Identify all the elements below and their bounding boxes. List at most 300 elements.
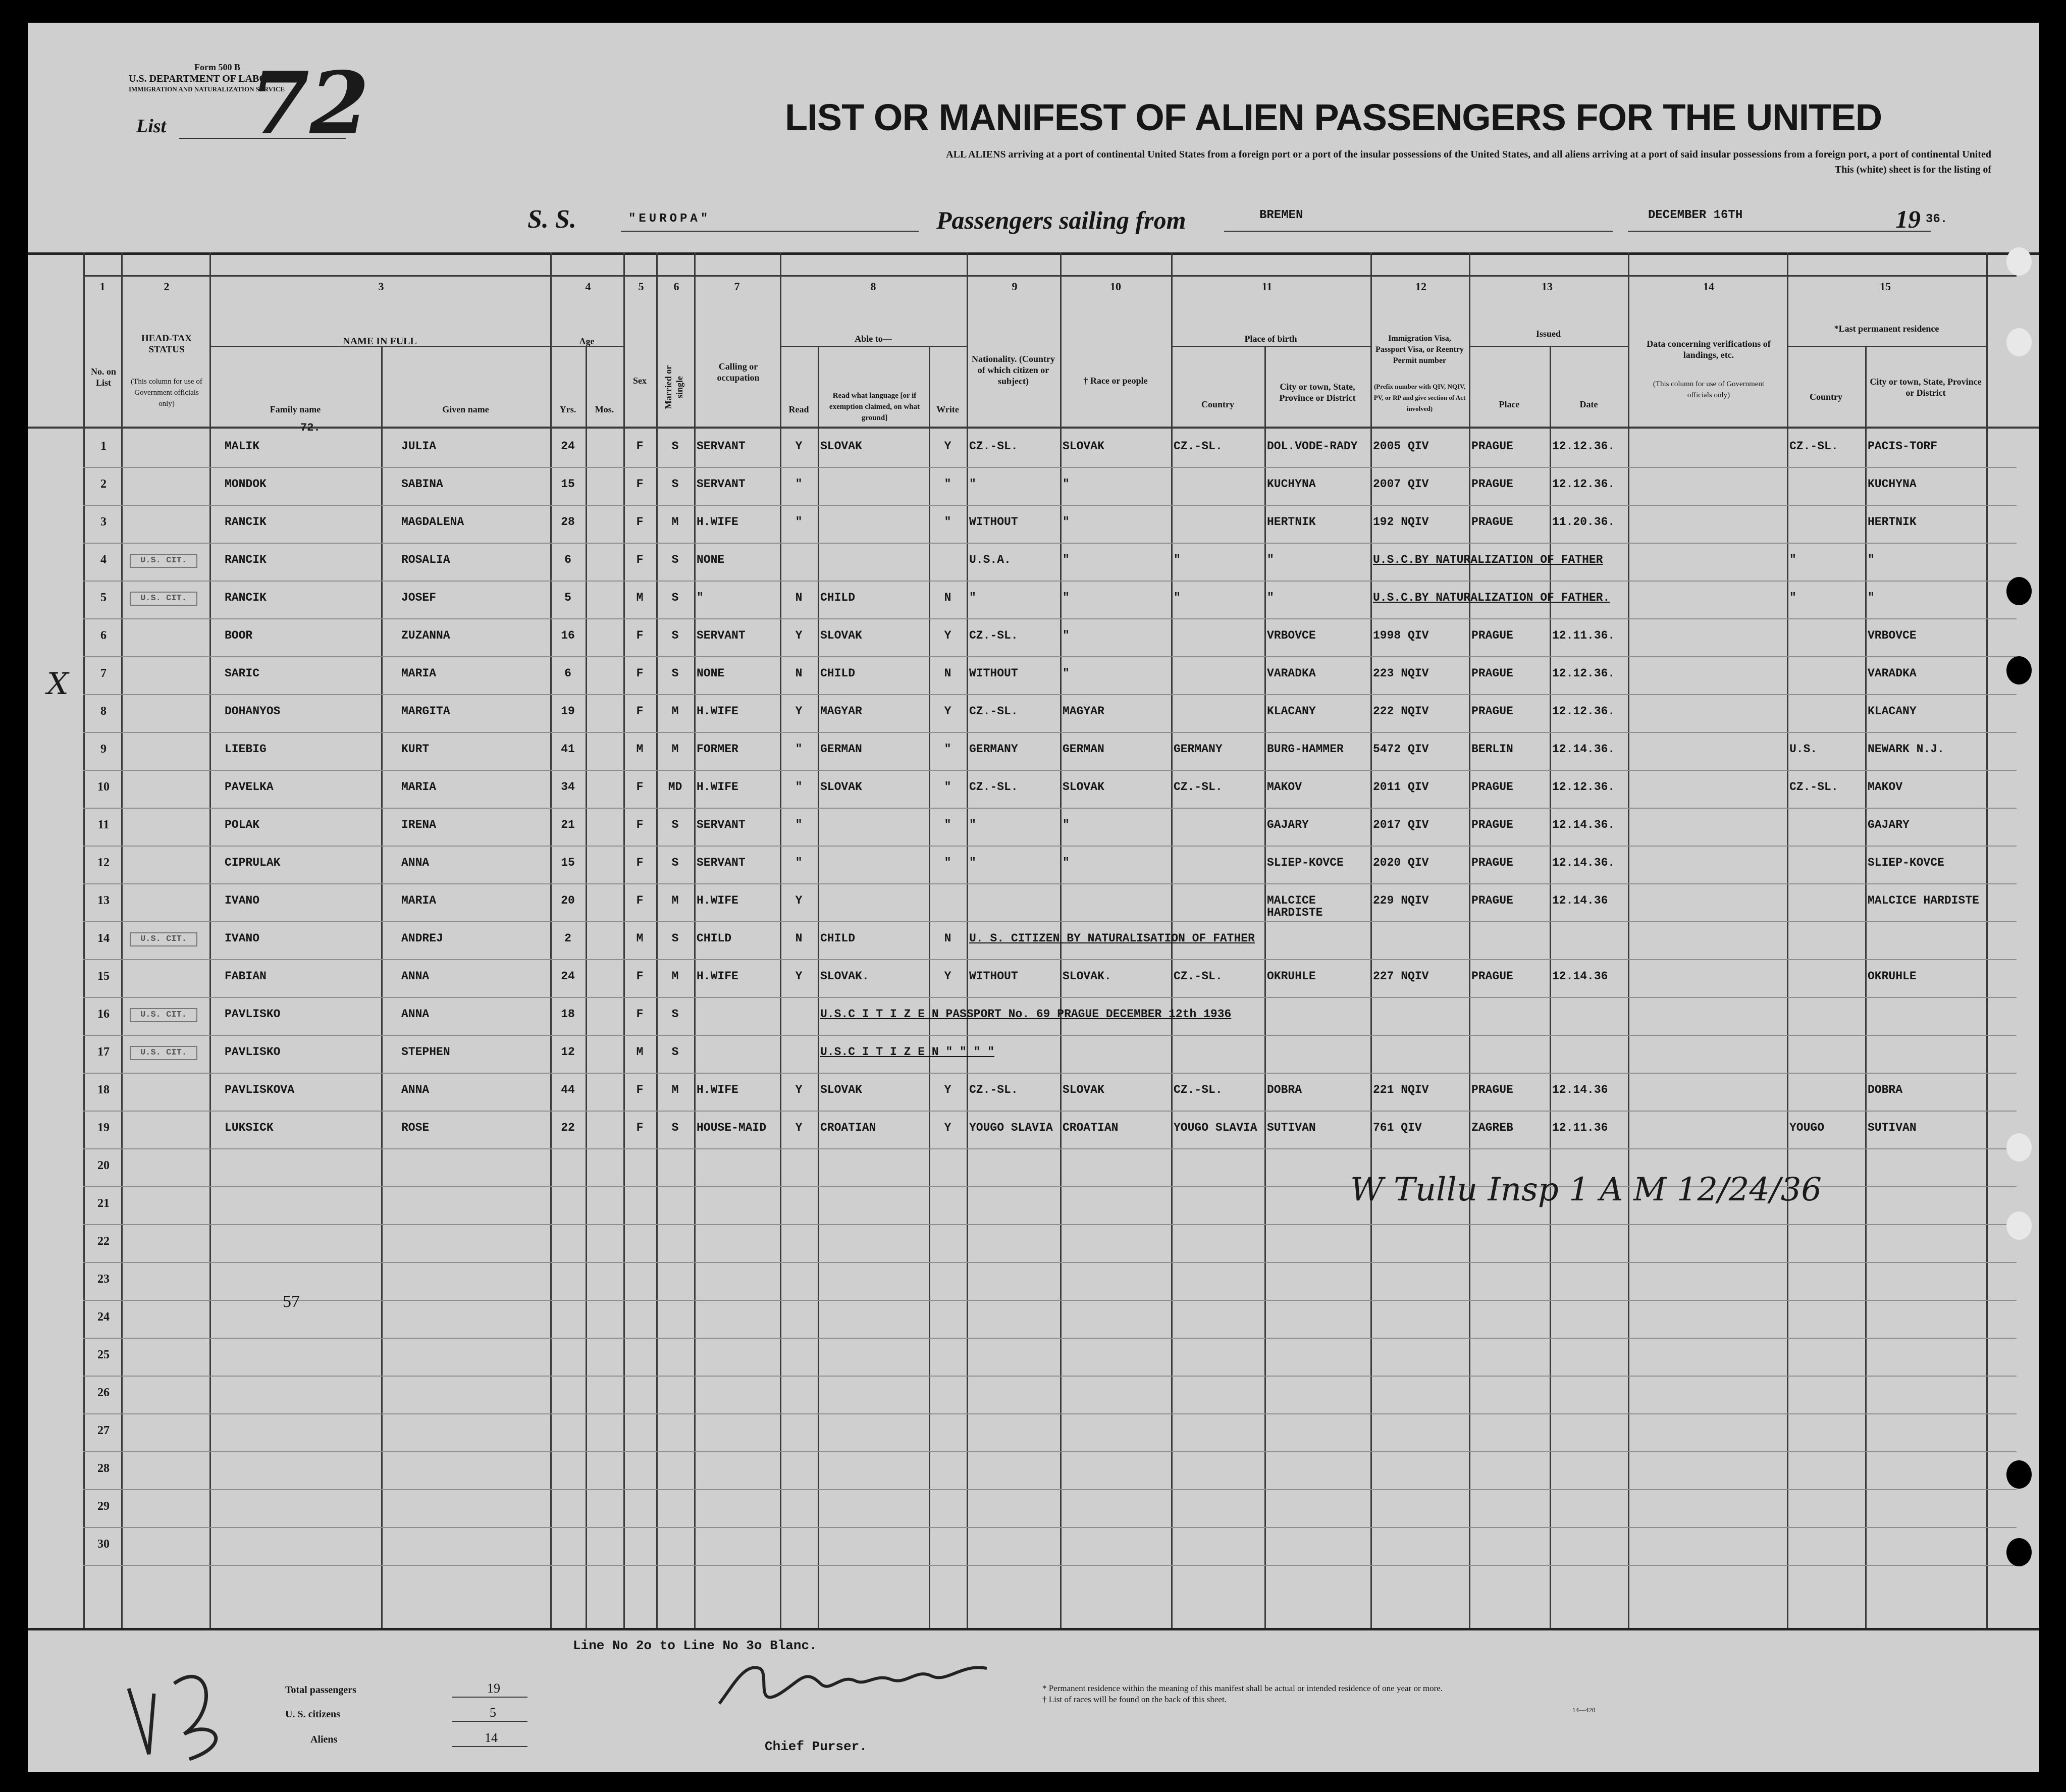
cell-rcity: DOBRA <box>1868 1083 1903 1096</box>
cell-nat: " <box>969 818 976 831</box>
cell-rcity: " <box>1868 553 1875 566</box>
row-rule <box>83 581 2017 582</box>
cell-city: VRBOVCE <box>1267 629 1316 642</box>
cell-age: 15 <box>561 856 575 869</box>
cell-race: " <box>1063 515 1070 529</box>
cell-family: PAVELKA <box>225 780 274 794</box>
cell-read: Y <box>795 705 803 718</box>
stray-number: 57 <box>283 1292 300 1311</box>
cell-ms: S <box>671 1045 679 1059</box>
cell-place: PRAGUE <box>1471 856 1513 869</box>
cell-no: 19 <box>97 1121 110 1134</box>
cell-read: Y <box>795 970 803 983</box>
cell-calling: SERVANT <box>697 440 746 453</box>
cell-tax: U.S. CIT. <box>130 592 197 606</box>
cell-sex: F <box>636 894 644 907</box>
cell-read: " <box>795 478 803 491</box>
punch-hole <box>2006 1133 2032 1162</box>
cell-family: RANCIK <box>225 553 267 566</box>
cell-age: 12 <box>561 1045 575 1059</box>
row-rule <box>83 618 2017 619</box>
cell-calling: H.WIFE <box>697 970 738 983</box>
row-rule <box>83 1413 2017 1414</box>
cell-date: 12.14.36. <box>1552 743 1615 756</box>
row-rule <box>83 1489 2017 1490</box>
cell-ms: MD <box>668 780 682 794</box>
aliens-value: 14 <box>485 1730 498 1745</box>
cell-calling: FORMER <box>697 743 738 756</box>
cell-race: SLOVAK <box>1063 1083 1104 1096</box>
citizens-label: U. S. citizens <box>285 1709 340 1720</box>
cell-visa: 227 NQIV <box>1373 970 1429 983</box>
colnum-6: 6 <box>673 280 679 293</box>
cell-lang: U.S.C I T I Z E N " " " " <box>820 1045 995 1059</box>
header-family-name: Family name <box>270 404 321 414</box>
cell-no: 2 <box>100 478 107 491</box>
cell-race: " <box>1063 818 1070 831</box>
cell-calling: H.WIFE <box>697 1083 738 1096</box>
list-sub: 72. <box>300 421 321 434</box>
cell-sex: F <box>636 1121 644 1134</box>
cell-age: 34 <box>561 780 575 794</box>
cell-no: 5 <box>100 591 107 604</box>
cell-nat: U.S.A. <box>969 553 1011 566</box>
header-read-language: Read what language [or if exemption claimed, on what ground] <box>829 392 920 422</box>
cell-rcountry: YOUGO <box>1789 1121 1825 1134</box>
cell-sex: F <box>636 667 644 680</box>
cell-sex: F <box>636 515 644 529</box>
cell-ms: M <box>671 1083 679 1096</box>
blank-note: Line No 2o to Line No 3o Blanc. <box>573 1638 817 1653</box>
ss-label: S. S. <box>527 205 576 234</box>
cell-tax: U.S. CIT. <box>130 554 197 568</box>
punch-hole <box>2006 1211 2032 1240</box>
cell-race: MAGYAR <box>1063 705 1104 718</box>
cell-calling: H.WIFE <box>697 705 738 718</box>
cell-place: PRAGUE <box>1471 1083 1513 1096</box>
row-rule <box>83 808 2017 809</box>
cell-date: 12.14.36 <box>1552 1083 1608 1096</box>
row-rule <box>83 959 2017 960</box>
row-rule <box>83 1376 2017 1377</box>
cell-calling: SERVANT <box>697 818 746 831</box>
cell-age: 16 <box>561 629 575 642</box>
cell-ms: S <box>671 1008 679 1021</box>
cell-visa: 2007 QIV <box>1373 478 1429 491</box>
cell-ms: S <box>671 629 679 642</box>
cell-place: BERLIN <box>1471 743 1513 756</box>
cell-nat: CZ.-SL. <box>969 440 1018 453</box>
cell-given: ROSE <box>401 1121 430 1134</box>
cell-visa: 5472 QIV <box>1373 743 1429 756</box>
cell-rcity: GAJARY <box>1868 818 1910 831</box>
cell-sex: F <box>636 553 644 566</box>
cell-race: " <box>1063 856 1070 869</box>
cell-read: " <box>795 780 803 794</box>
cell-no: 12 <box>97 856 110 869</box>
cell-visa: 2005 QIV <box>1373 440 1429 453</box>
page-title: LIST OR MANIFEST OF ALIEN PASSENGERS FOR THE UNITED <box>785 96 1882 138</box>
header-visa-label: Immigration Visa, Passport Visa, or Reentry Permit number <box>1375 334 1464 365</box>
cell-ms: M <box>671 894 679 907</box>
punch-hole <box>2006 1538 2032 1566</box>
cell-nat: " <box>969 478 976 491</box>
cell-sex: F <box>636 629 644 642</box>
header-visa-note: (Prefix number with QIV, NQIV, PV, or RP and give section of Act involved) <box>1373 383 1466 412</box>
cell-no: 8 <box>100 705 107 718</box>
cell-rcity: OKRUHLE <box>1868 970 1917 983</box>
aliens-label: Aliens <box>310 1734 338 1745</box>
row-rule <box>83 694 2017 695</box>
cell-visa: 2011 QIV <box>1373 780 1429 794</box>
cell-rcountry: CZ.-SL. <box>1789 440 1838 453</box>
cell-ms: M <box>671 743 679 756</box>
cell-race: GERMAN <box>1063 743 1104 756</box>
cell-ms: S <box>671 932 679 945</box>
cell-lang: CHILD <box>820 591 856 604</box>
cell-place: PRAGUE <box>1471 440 1513 453</box>
cell-calling: CHILD <box>697 932 732 945</box>
cell-age: 41 <box>561 743 575 756</box>
cell-family: MONDOK <box>225 478 267 491</box>
row-rule <box>83 921 2017 922</box>
cell-given: ANNA <box>401 1008 430 1021</box>
list-label: List <box>136 116 167 137</box>
header-res-country: Country <box>1809 392 1842 402</box>
cell-family: MALIK <box>225 440 260 453</box>
punch-hole <box>2006 656 2032 684</box>
cell-no: 24 <box>97 1310 110 1324</box>
cell-read: Y <box>795 1083 803 1096</box>
cell-race: CROATIAN <box>1063 1121 1119 1134</box>
cell-no: 28 <box>97 1462 110 1475</box>
cell-rcountry: " <box>1789 553 1796 566</box>
cell-write: " <box>944 515 951 529</box>
cell-date: 12.12.36. <box>1552 705 1615 718</box>
row-rule <box>83 1111 2017 1112</box>
cell-write: " <box>944 818 951 831</box>
cell-sex: F <box>636 818 644 831</box>
cell-rcity: MAKOV <box>1868 780 1903 794</box>
cell-sex: F <box>636 440 644 453</box>
year-prefix: 19 <box>1895 205 1921 233</box>
cell-nat: U. S. CITIZEN BY NATURALISATION OF FATHER <box>969 932 1255 945</box>
total-label: Total passengers <box>285 1684 356 1696</box>
cell-family: DOHANYOS <box>225 705 281 718</box>
cell-date: 12.12.36. <box>1552 440 1615 453</box>
cell-date: 12.14.36 <box>1552 970 1608 983</box>
colnum-8: 8 <box>870 280 876 293</box>
cell-country: CZ.-SL. <box>1174 780 1223 794</box>
cell-calling: H.WIFE <box>697 894 738 907</box>
cell-no: 1 <box>100 440 107 453</box>
cell-no: 17 <box>97 1045 110 1059</box>
cell-family: CIPRULAK <box>225 856 281 869</box>
colnum-12: 12 <box>1415 280 1426 293</box>
cell-rcity: KLACANY <box>1868 705 1917 718</box>
header-data-note: (This column for use of Government officials only) <box>1653 380 1765 399</box>
row-rule <box>83 1527 2017 1528</box>
cell-place: PRAGUE <box>1471 818 1513 831</box>
cell-no: 30 <box>97 1538 110 1551</box>
cell-date: 12.14.36. <box>1552 818 1615 831</box>
colnum-15: 15 <box>1880 280 1891 293</box>
cell-no: 16 <box>97 1008 110 1021</box>
cell-sex: F <box>636 705 644 718</box>
cell-rcity: HERTNIK <box>1868 515 1917 529</box>
cell-family: IVANO <box>225 894 260 907</box>
instruction-line1: ALL ALIENS arriving at a port of continental United States from a foreign port or a port of the insular possessions of the United States, and all aliens arriving at a port of said insular possessions from a foreign port, a port of continental United <box>946 149 1991 160</box>
cell-no: 11 <box>97 818 110 831</box>
cell-family: IVANO <box>225 932 260 945</box>
cell-lang: U.S.C I T I Z E N PASSPORT No. 69 PRAGUE DECEMBER 12th 1936 <box>820 1008 1232 1021</box>
cell-given: ROSALIA <box>401 553 450 566</box>
cell-lang: GERMAN <box>820 743 862 756</box>
cell-family: PAVLISKOVA <box>225 1083 295 1096</box>
cell-sex: F <box>636 856 644 869</box>
cell-country: CZ.-SL. <box>1174 1083 1223 1096</box>
ship-name: "EUROPA" <box>628 212 711 226</box>
list-number: 72 <box>250 53 369 154</box>
cell-ms: M <box>671 515 679 529</box>
cell-no: 26 <box>97 1386 110 1399</box>
header-head-tax-note: (This column for use of Government officials only) <box>131 378 202 408</box>
cell-city: SUTIVAN <box>1267 1121 1316 1134</box>
cell-lang: CROATIAN <box>820 1121 876 1134</box>
cell-visa: 1998 QIV <box>1373 629 1429 642</box>
cell-age: 28 <box>561 515 575 529</box>
header-head-tax: HEAD-TAX STATUS <box>141 333 192 355</box>
department-label: U.S. DEPARTMENT OF LABOR <box>129 73 275 84</box>
cell-ms: M <box>671 970 679 983</box>
header-mos: Mos. <box>595 404 614 414</box>
cell-city: DOBRA <box>1267 1083 1302 1096</box>
colnum-13: 13 <box>1542 280 1553 293</box>
colnum-14: 14 <box>1703 280 1714 293</box>
header-data-concerning: Data concerning verifications of landings, etc. <box>1647 339 1771 360</box>
cell-lang: SLOVAK <box>820 1083 862 1096</box>
header-res-city: City or town, State, Province or District <box>1870 377 1982 398</box>
cell-given: ZUZANNA <box>401 629 450 642</box>
footnote-1: * Permanent residence within the meaning of this manifest shall be actual or intended residence of one year or more. <box>1042 1683 1443 1693</box>
service-label: IMMIGRATION AND NATURALIZATION SERVICE <box>129 85 285 93</box>
cell-write: Y <box>944 705 951 718</box>
cell-race: " <box>1063 478 1070 491</box>
cell-write: Y <box>944 629 951 642</box>
cell-rcity: MALCICE HARDISTE <box>1868 894 1979 907</box>
cell-no: 14 <box>97 932 110 945</box>
header-sex: Sex <box>633 376 647 386</box>
row-rule <box>83 467 2017 468</box>
cell-lang: SLOVAK <box>820 780 862 794</box>
cell-family: POLAK <box>225 818 260 831</box>
header-age: Age <box>579 336 595 346</box>
header-country: Country <box>1201 399 1234 409</box>
header-nationality: Nationality. (Country of which citizen or subject) <box>971 354 1055 386</box>
cell-ms: S <box>671 591 679 604</box>
cell-city: GAJARY <box>1267 818 1309 831</box>
cell-lang: SLOVAK. <box>820 970 869 983</box>
cell-rcity: SUTIVAN <box>1868 1121 1917 1134</box>
cell-given: ANDREJ <box>401 932 443 945</box>
cell-lang: SLOVAK <box>820 440 862 453</box>
header-city: City or town, State, Province or District <box>1279 382 1356 403</box>
cell-rcountry: " <box>1789 591 1796 604</box>
punch-hole <box>2006 328 2032 356</box>
header-yrs: Yrs. <box>559 404 576 414</box>
row-rule <box>83 770 2017 771</box>
colnum-5: 5 <box>638 280 644 293</box>
cell-tax: U.S. CIT. <box>130 1008 197 1022</box>
cell-no: 29 <box>97 1500 110 1513</box>
cell-city: OKRUHLE <box>1267 970 1316 983</box>
cell-nat: YOUGO SLAVIA <box>969 1121 1053 1134</box>
cell-sex: F <box>636 1083 644 1096</box>
cell-read: N <box>795 667 803 680</box>
form-id: Form 500 B <box>194 62 240 72</box>
cell-nat: " <box>969 856 976 869</box>
citizens-value: 5 <box>490 1705 496 1720</box>
row-rule <box>83 656 2017 657</box>
cell-city: " <box>1267 553 1274 566</box>
cell-given: IRENA <box>401 818 437 831</box>
cell-visa: 2020 QIV <box>1373 856 1429 869</box>
cell-city: " <box>1267 591 1274 604</box>
colnum-10: 10 <box>1110 280 1121 293</box>
cell-country: YOUGO SLAVIA <box>1174 1121 1257 1134</box>
cell-place: PRAGUE <box>1471 667 1513 680</box>
manifest-sheet <box>28 23 2039 1772</box>
cell-read: " <box>795 818 803 831</box>
cell-ms: M <box>671 705 679 718</box>
cell-sex: F <box>636 478 644 491</box>
cell-calling: H.WIFE <box>697 780 738 794</box>
cell-no: 9 <box>100 743 107 756</box>
cell-city: KUCHYNA <box>1267 478 1316 491</box>
cell-sex: M <box>636 1045 644 1059</box>
cell-nat: CZ.-SL. <box>969 780 1018 794</box>
cell-visa: U.S.C.BY NATURALIZATION OF FATHER. <box>1373 591 1610 604</box>
cell-sex: M <box>636 932 644 945</box>
cell-read: Y <box>795 1121 803 1134</box>
cell-city: MAKOV <box>1267 780 1302 794</box>
cell-ms: S <box>671 856 679 869</box>
header-married: Married or single <box>663 365 684 409</box>
cell-no: 23 <box>97 1273 110 1286</box>
cell-tax: U.S. CIT. <box>130 932 197 946</box>
row-rule <box>83 1300 2017 1301</box>
cell-write: N <box>944 932 951 945</box>
sailing-label: Passengers sailing from <box>936 206 1186 234</box>
cell-race: " <box>1063 591 1070 604</box>
cell-write: N <box>944 591 951 604</box>
cell-write: " <box>944 856 951 869</box>
punch-hole <box>2006 1460 2032 1489</box>
cell-nat: WITHOUT <box>969 667 1018 680</box>
corner-mark <box>119 1648 270 1769</box>
cell-city: SLIEP-KOVCE <box>1267 856 1344 869</box>
cell-calling: HOUSE-MAID <box>697 1121 767 1134</box>
cell-ms: S <box>671 553 679 566</box>
cell-write: Y <box>944 440 951 453</box>
cell-read: Y <box>795 894 803 907</box>
header-issued-date: Date <box>1579 399 1598 409</box>
header-place-of-birth: Place of birth <box>1244 334 1297 344</box>
cell-rcity: NEWARK N.J. <box>1868 743 1944 756</box>
cell-family: SARIC <box>225 667 260 680</box>
row-rule <box>83 1073 2017 1074</box>
cell-given: JULIA <box>401 440 437 453</box>
cell-age: 18 <box>561 1008 575 1021</box>
row-rule <box>83 1451 2017 1452</box>
cell-given: MARIA <box>401 667 437 680</box>
cell-nat: WITHOUT <box>969 970 1018 983</box>
cell-calling: " <box>697 591 704 604</box>
cell-family: PAVLISKO <box>225 1008 281 1021</box>
cell-date: 12.12.36. <box>1552 780 1615 794</box>
cell-given: STEPHEN <box>401 1045 450 1059</box>
cell-given: ANNA <box>401 856 430 869</box>
cell-write: Y <box>944 1121 951 1134</box>
header-race: † Race or people <box>1083 376 1148 386</box>
year-suffix: 36. <box>1926 213 1948 226</box>
cell-no: 6 <box>100 629 107 642</box>
cell-race: SLOVAK <box>1063 440 1104 453</box>
row-rule <box>83 1148 2017 1149</box>
row-rule <box>83 1338 2017 1339</box>
cell-rcity: SLIEP-KOVCE <box>1868 856 1944 869</box>
cell-place: PRAGUE <box>1471 970 1513 983</box>
cell-calling: H.WIFE <box>697 515 738 529</box>
total-value: 19 <box>487 1681 500 1696</box>
cell-age: 24 <box>561 440 575 453</box>
cell-city: MALCICE HARDISTE <box>1267 894 1323 919</box>
cell-visa: 2017 QIV <box>1373 818 1429 831</box>
form-code: 14—420 <box>1572 1706 1596 1714</box>
cell-nat: CZ.-SL. <box>969 1083 1018 1096</box>
cell-date: 11.20.36. <box>1552 515 1615 529</box>
cell-nat: CZ.-SL. <box>969 705 1018 718</box>
cell-place: PRAGUE <box>1471 705 1513 718</box>
cell-sex: M <box>636 591 644 604</box>
cell-sex: F <box>636 780 644 794</box>
cell-write: " <box>944 780 951 794</box>
cross-mark: X <box>47 666 69 702</box>
cell-ms: S <box>671 478 679 491</box>
cell-tax: U.S. CIT. <box>130 1046 197 1060</box>
cell-visa: 222 NQIV <box>1373 705 1429 718</box>
cell-visa: 229 NQIV <box>1373 894 1429 907</box>
colnum-7: 7 <box>734 280 740 293</box>
cell-visa: 223 NQIV <box>1373 667 1429 680</box>
row-rule <box>83 1224 2017 1225</box>
cell-rcountry: U.S. <box>1789 743 1818 756</box>
cell-city: DOL.VODE-RADY <box>1267 440 1358 453</box>
cell-age: 24 <box>561 970 575 983</box>
cell-calling: SERVANT <box>697 478 746 491</box>
cell-country: " <box>1174 553 1181 566</box>
cell-race: " <box>1063 667 1070 680</box>
cell-calling: SERVANT <box>697 629 746 642</box>
cell-given: MAGDALENA <box>401 515 464 529</box>
cell-sex: F <box>636 1008 644 1021</box>
cell-city: HERTNIK <box>1267 515 1316 529</box>
header-calling: Calling or occupation <box>717 361 760 383</box>
cell-place: ZAGREB <box>1471 1121 1513 1134</box>
port-name: BREMEN <box>1259 208 1303 222</box>
cell-sex: F <box>636 970 644 983</box>
cell-age: 5 <box>564 591 571 604</box>
